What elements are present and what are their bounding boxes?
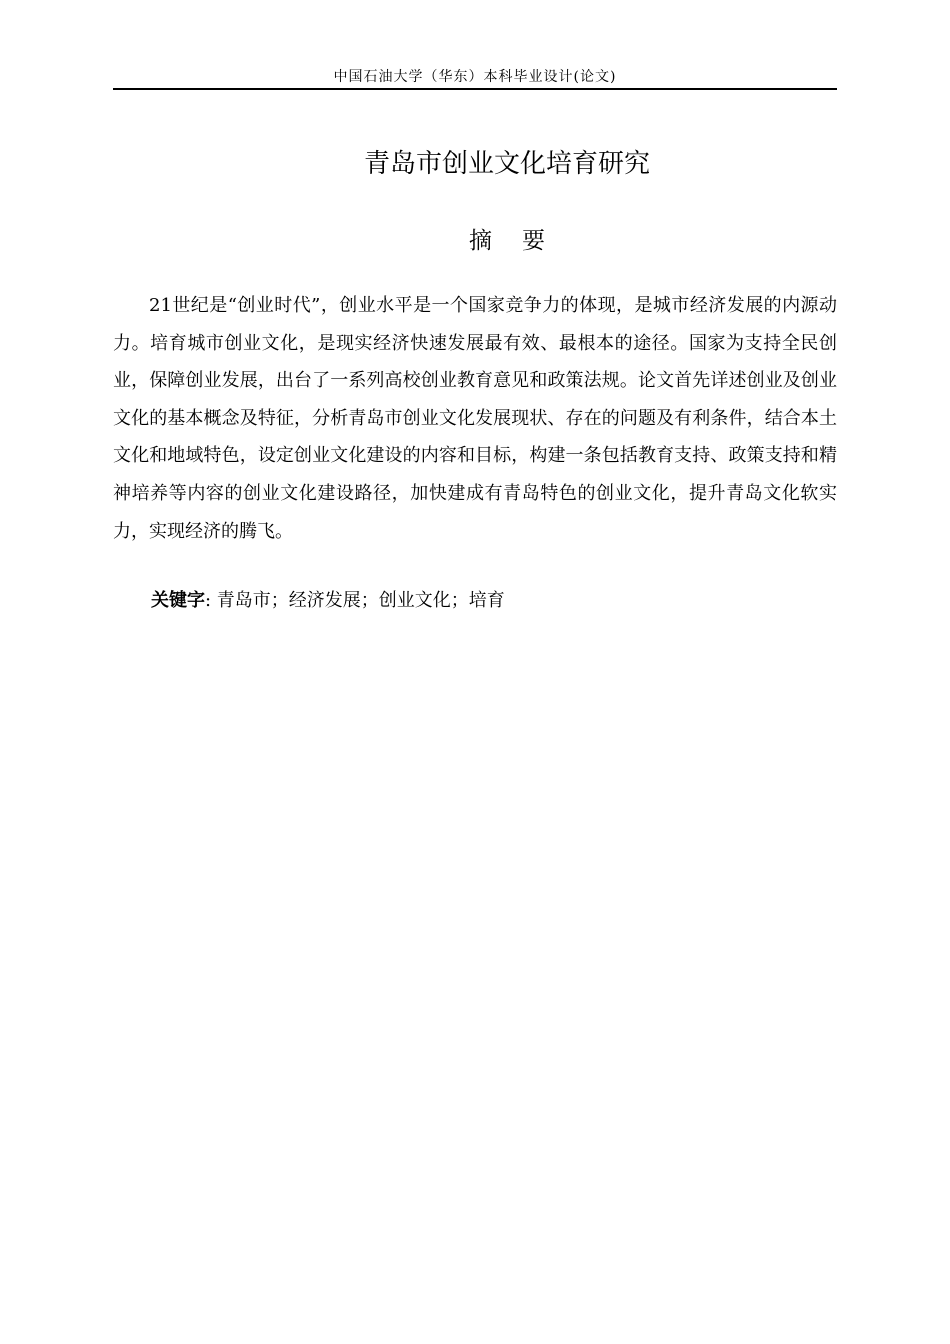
page-header: 中国石油大学（华东）本科毕业设计(论文) (113, 66, 837, 90)
keywords-separator: : (205, 590, 217, 611)
abstract-body: 21世纪是“创业时代”，创业水平是一个国家竞争力的体现，是城市经济发展的内源动力。培育城市创业文化，是现实经济快速发展最有效、最根本的途径。国家为支持全民创业，保障创业发展，出台了一系列高校创业教育意见和政策法规。论文首先详述创业及创业文化的基本概念及特征，分析青岛市创业文化发展现状、存在的问题及有利条件，结合本土文化和地域特色，设定创业文化建设的内容和目标，构建一条包括教育支持、政策支持和精神培养等内容的创业文化建设路径，加快建成有青岛特色的创业文化，提升青岛文化软实力，实现经济的腾飞。 (113, 295, 837, 542)
keywords-line (113, 586, 837, 616)
abstract-heading: 摘要 (469, 228, 575, 254)
document-title: 青岛市创业文化培育研究 (363, 149, 650, 179)
keywords-value: 青岛市；经济发展；创业文化；培育 (216, 590, 505, 611)
keywords-label: 关键字 (151, 590, 205, 611)
